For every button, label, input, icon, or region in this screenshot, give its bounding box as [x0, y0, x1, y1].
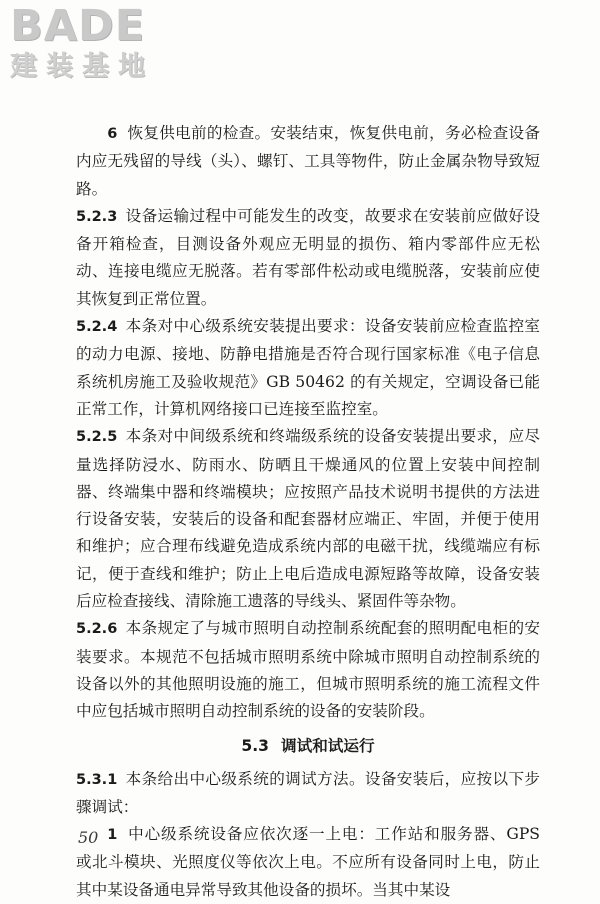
clause-number: 5.3.1 — [76, 771, 118, 788]
clause-5-3-1 — [76, 766, 540, 822]
clause-5-2-3 — [76, 203, 540, 313]
clause-number: 5.2.3 — [76, 208, 118, 225]
paragraph-text: 本条规定了与城市照明自动控制系统配套的照明配电柜的安装要求。本规范不包括城市照明系统中除城市照明自动控制系统的设备以外的其他照明设施的施工，但城市照明系统的施工流程文件中应包括城市照明自动控制系统的设备的安装阶段。 — [76, 619, 540, 721]
item-number: 6 — [107, 126, 118, 142]
paragraph-text: 本条对中心级系统安装提出要求：设备安装前应检查监控室的动力电源、接地、防静电措施是否符合现行国家标准《电子信息系统机房施工及验收规范》GB 50462 的有关规定，空调设备已能正常工作，计算机网络接口已连接至监控室。 — [76, 317, 540, 418]
clause-number: 5.2.6 — [76, 621, 118, 638]
logo-latin-text: BADE — [10, 1, 146, 51]
clause-number: 5.2.4 — [76, 319, 118, 336]
logo-chinese-text: 建装基地 — [10, 51, 154, 82]
document-body — [76, 120, 540, 904]
clause-5-2-4 — [76, 313, 540, 423]
section-number: 5.3 — [241, 736, 270, 755]
paragraph-text: 中心级系统设备应依次逐一上电：工作站和服务器、GPS 或北斗模块、光照度仪等依次上电。不应所有设备同时上电，防止其中某设备通电异常导致其他设备的损坏。当其中某设 — [76, 825, 540, 899]
paragraph-item-6 — [76, 120, 540, 203]
logo — [10, 2, 180, 84]
paragraph-text: 设备运输过程中可能发生的改变，故要求在安装前应做好设备开箱检查，目测设备外观应无明显的损伤、箱内零部件应无松动、连接电缆应无脱落。若有零部件松动或电缆脱落，安装前应使其恢复到正常位置。 — [76, 206, 540, 308]
paragraph-text: 恢复供电前的检查。安装结束，恢复供电前，务必检查设备内应无残留的导线（头）、螺钉、工具等物件，防止金属杂物导致短路。 — [76, 124, 540, 198]
page-number: 50 — [78, 828, 99, 847]
section-title: 调试和试运行 — [281, 735, 375, 755]
item-number: 1 — [107, 827, 118, 844]
paragraph-text: 本条给出中心级系统的调试方法。设备安装后，应按以下步骤调试： — [76, 769, 540, 816]
section-heading — [76, 732, 540, 760]
clause-5-2-6 — [76, 615, 540, 725]
paragraph-text: 本条对中间级系统和终端级系统的设备安装提出要求，应尽量选择防浸水、防雨水、防晒且干燥通风的位置上安装中间控制器、终端集中器和终端模块；应按照产品技术说明书提供的方法进行设备安装，安装后的设备和配套器材应端正、牢固，并便于使用和维护；应合理布线避免造成系统内部的电磁干扰，线缆端应有标记，便于查线和维护；防止上电后造成电源短路等故障，设备安装后应检查接线、清除施工遗落的导线头、紧固件等杂物。 — [76, 427, 540, 611]
paragraph-item-1 — [76, 821, 540, 904]
clause-number: 5.2.5 — [76, 429, 118, 446]
clause-5-2-5 — [76, 423, 540, 615]
